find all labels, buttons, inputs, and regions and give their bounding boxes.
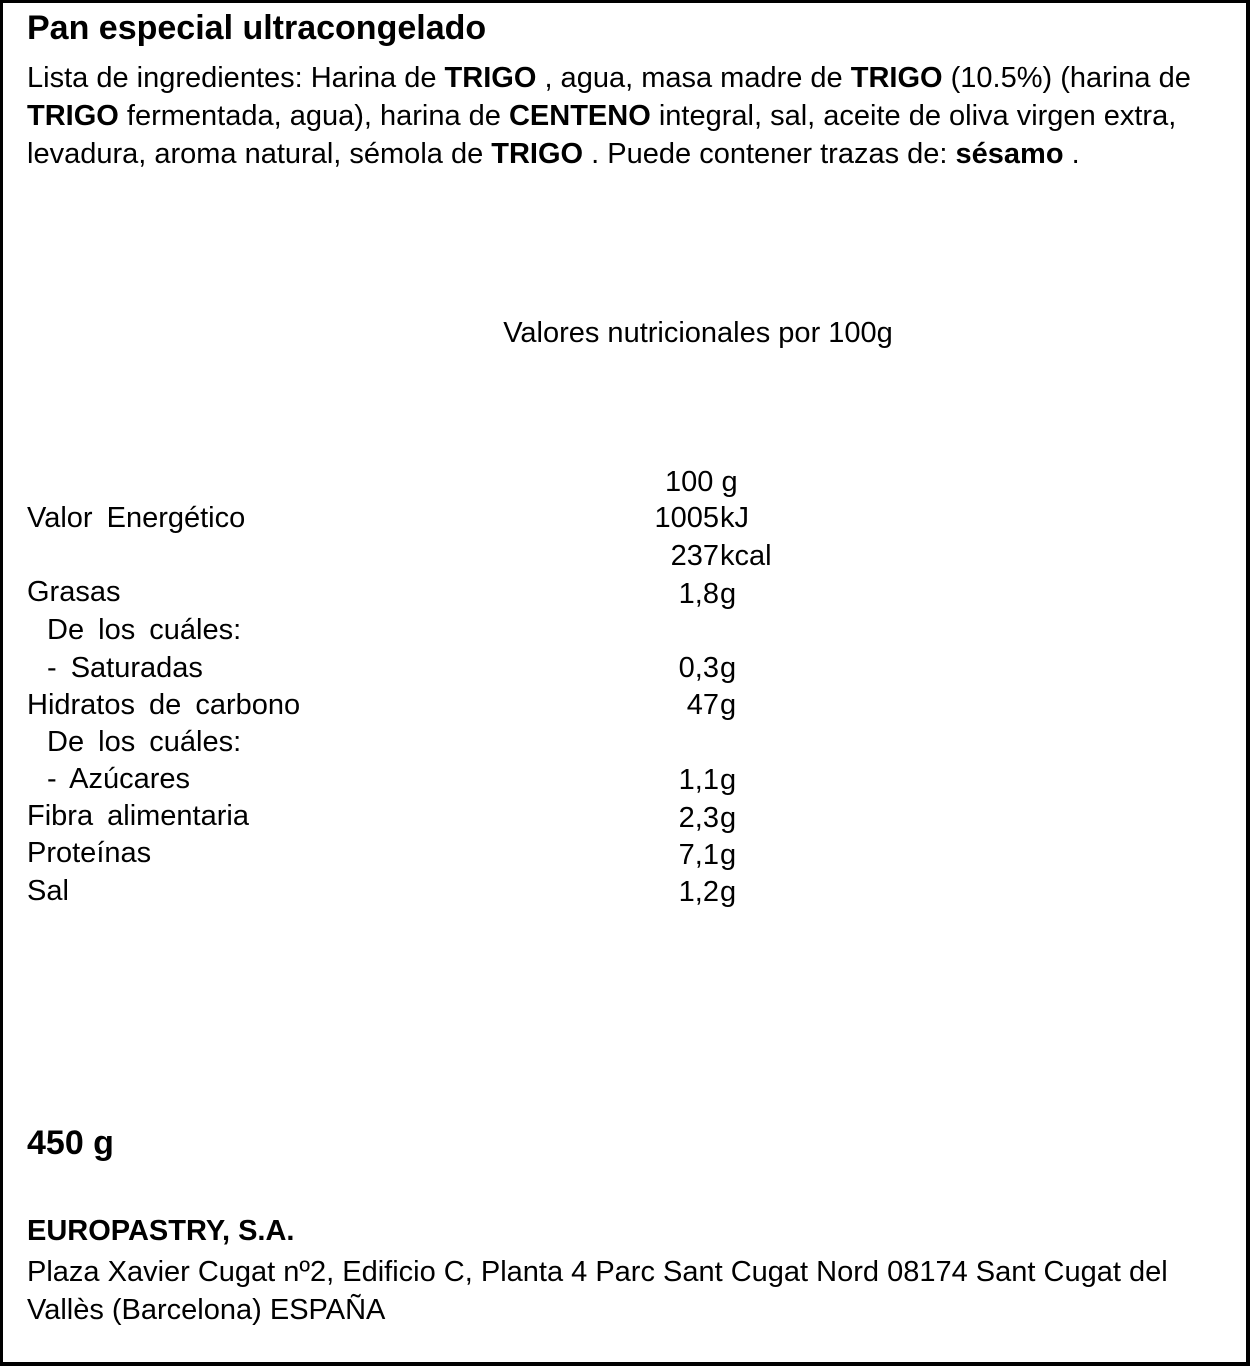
manufacturer-name: EUROPASTRY, S.A. — [27, 1215, 295, 1247]
nutrition-row-label: Valor Energético — [27, 502, 246, 534]
ingredients-text: . Puede contener trazas de: — [583, 138, 956, 170]
nutrition-row-label: Proteínas — [27, 837, 152, 869]
nutrition-row-unit: g — [720, 578, 737, 610]
nutrition-row-unit: g — [720, 876, 737, 908]
nutrition-row-label: De los cuáles: — [47, 726, 242, 758]
ingredients-text: integral, sal, aceite de oliva virgen extra, levadura, aroma natural, sémola de — [27, 100, 1177, 170]
nutrition-row-label: - Saturadas — [47, 652, 203, 684]
nutrition-row-unit: kJ — [720, 502, 749, 534]
nutrition-row-unit: g — [720, 689, 737, 721]
nutrition-row-value: 0,3 — [678, 652, 719, 684]
nutrition-column-header: 100 g — [665, 466, 738, 498]
nutrition-row-value: 1,1 — [678, 764, 719, 796]
nutrition-row-unit: g — [720, 652, 737, 684]
nutrition-row-value: 1,8 — [678, 578, 719, 610]
allergen-wheat: TRIGO — [27, 100, 119, 132]
nutrition-row-value: 237 — [670, 540, 719, 572]
allergen-wheat: TRIGO — [491, 138, 584, 170]
manufacturer-address: Plaza Xavier Cugat nº2, Edificio C, Planta 4 Parc Sant Cugat Nord 08174 Sant Cugat del Vallès (Barcelona) ESPAÑA — [27, 1256, 1168, 1326]
nutrition-header: Valores nutricionales por 100g — [503, 317, 893, 349]
ingredients-text: (10.5%) (harina de — [942, 62, 1191, 94]
ingredients-text: fermentada, agua), harina de — [118, 100, 509, 132]
allergen-wheat: TRIGO — [850, 62, 943, 94]
ingredients-text: Lista de ingredientes: Harina de — [27, 62, 445, 94]
nutrition-row-value: 47 — [686, 689, 719, 721]
nutrition-row-label: - Azúcares — [47, 763, 190, 795]
nutrition-row-label: Grasas — [27, 576, 121, 608]
trace-sesame: sésamo — [955, 138, 1064, 170]
ingredients-text: . — [1063, 138, 1080, 170]
nutrition-row-label: Hidratos de carbono — [27, 689, 301, 721]
nutrition-row-value: 1,2 — [678, 876, 719, 908]
net-weight: 450 g — [27, 1124, 114, 1162]
nutrition-row-label: Fibra alimentaria — [27, 800, 249, 832]
allergen-wheat: TRIGO — [444, 62, 537, 94]
nutrition-row-unit: g — [720, 839, 737, 871]
nutrition-row-value: 1005 — [654, 502, 719, 534]
nutrition-row-value: 2,3 — [678, 802, 719, 834]
ingredients-text: , agua, masa madre de — [536, 62, 851, 94]
nutrition-row-value: 7,1 — [678, 839, 719, 871]
nutrition-row-unit: g — [720, 802, 737, 834]
ingredients-list — [27, 59, 1227, 173]
nutrition-row-label: Sal — [27, 875, 69, 907]
allergen-rye: CENTENO — [508, 100, 651, 132]
product-title: Pan especial ultracongelado — [27, 9, 487, 47]
nutrition-row-unit: kcal — [720, 540, 772, 572]
nutrition-row-label: De los cuáles: — [47, 614, 242, 646]
nutrition-row-unit: g — [720, 764, 737, 796]
